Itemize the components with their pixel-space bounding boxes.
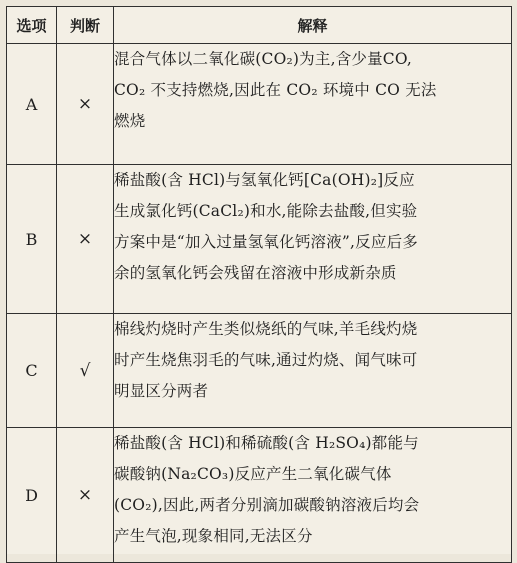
table-row-a (7, 44, 512, 165)
judgment-cell: × (57, 44, 114, 165)
option-cell: C (7, 314, 57, 428)
explanation-line: 余的氢氧化钙会残留在溶液中形成新杂质 (114, 264, 397, 282)
explanation-line: (CO₂),因此,两者分别滴加碳酸钠溶液后均会 (114, 496, 420, 514)
explanation-line: 稀盐酸(含 HCl)与氢氧化钙[Ca(OH)₂]反应 (114, 171, 415, 189)
table-row-d (7, 428, 512, 563)
explanation-cell (114, 428, 512, 563)
header-judgment: 判断 (57, 7, 114, 44)
table-row-c (7, 314, 512, 428)
explanation-line: 混合气体以二氧化碳(CO₂)为主,含少量CO, (114, 50, 412, 68)
explanation-cell (114, 314, 512, 428)
explanation-line: 方案中是“加入过量氢氧化钙溶液”,反应后多 (114, 233, 418, 251)
explanation-cell (114, 165, 512, 314)
judgment-cell: × (57, 165, 114, 314)
header-row (7, 7, 512, 44)
explanation-line: 生成氯化钙(CaCl₂)和水,能除去盐酸,但实验 (114, 202, 418, 220)
answer-table (6, 6, 512, 563)
explanation-cell (114, 44, 512, 165)
option-cell: A (7, 44, 57, 165)
explanation-line: 产生气泡,现象相同,无法区分 (114, 527, 313, 545)
header-explanation: 解释 (114, 7, 512, 44)
explanation-line: 燃烧 (114, 112, 146, 130)
option-cell: B (7, 165, 57, 314)
explanation-line: 棉线灼烧时产生类似烧纸的气味,羊毛线灼烧 (114, 320, 418, 338)
judgment-cell: × (57, 428, 114, 563)
explanation-line: CO₂ 不支持燃烧,因此在 CO₂ 环境中 CO 无法 (114, 81, 437, 99)
explanation-line: 稀盐酸(含 HCl)和稀硫酸(含 H₂SO₄)都能与 (114, 434, 419, 452)
header-option: 选项 (7, 7, 57, 44)
explanation-line: 碳酸钠(Na₂CO₃)反应产生二氧化碳气体 (114, 465, 392, 483)
judgment-cell: √ (57, 314, 114, 428)
explanation-line: 时产生烧焦羽毛的气味,通过灼烧、闻气味可 (114, 351, 418, 369)
option-cell: D (7, 428, 57, 563)
table-row-b (7, 165, 512, 314)
explanation-line: 明显区分两者 (114, 382, 209, 400)
